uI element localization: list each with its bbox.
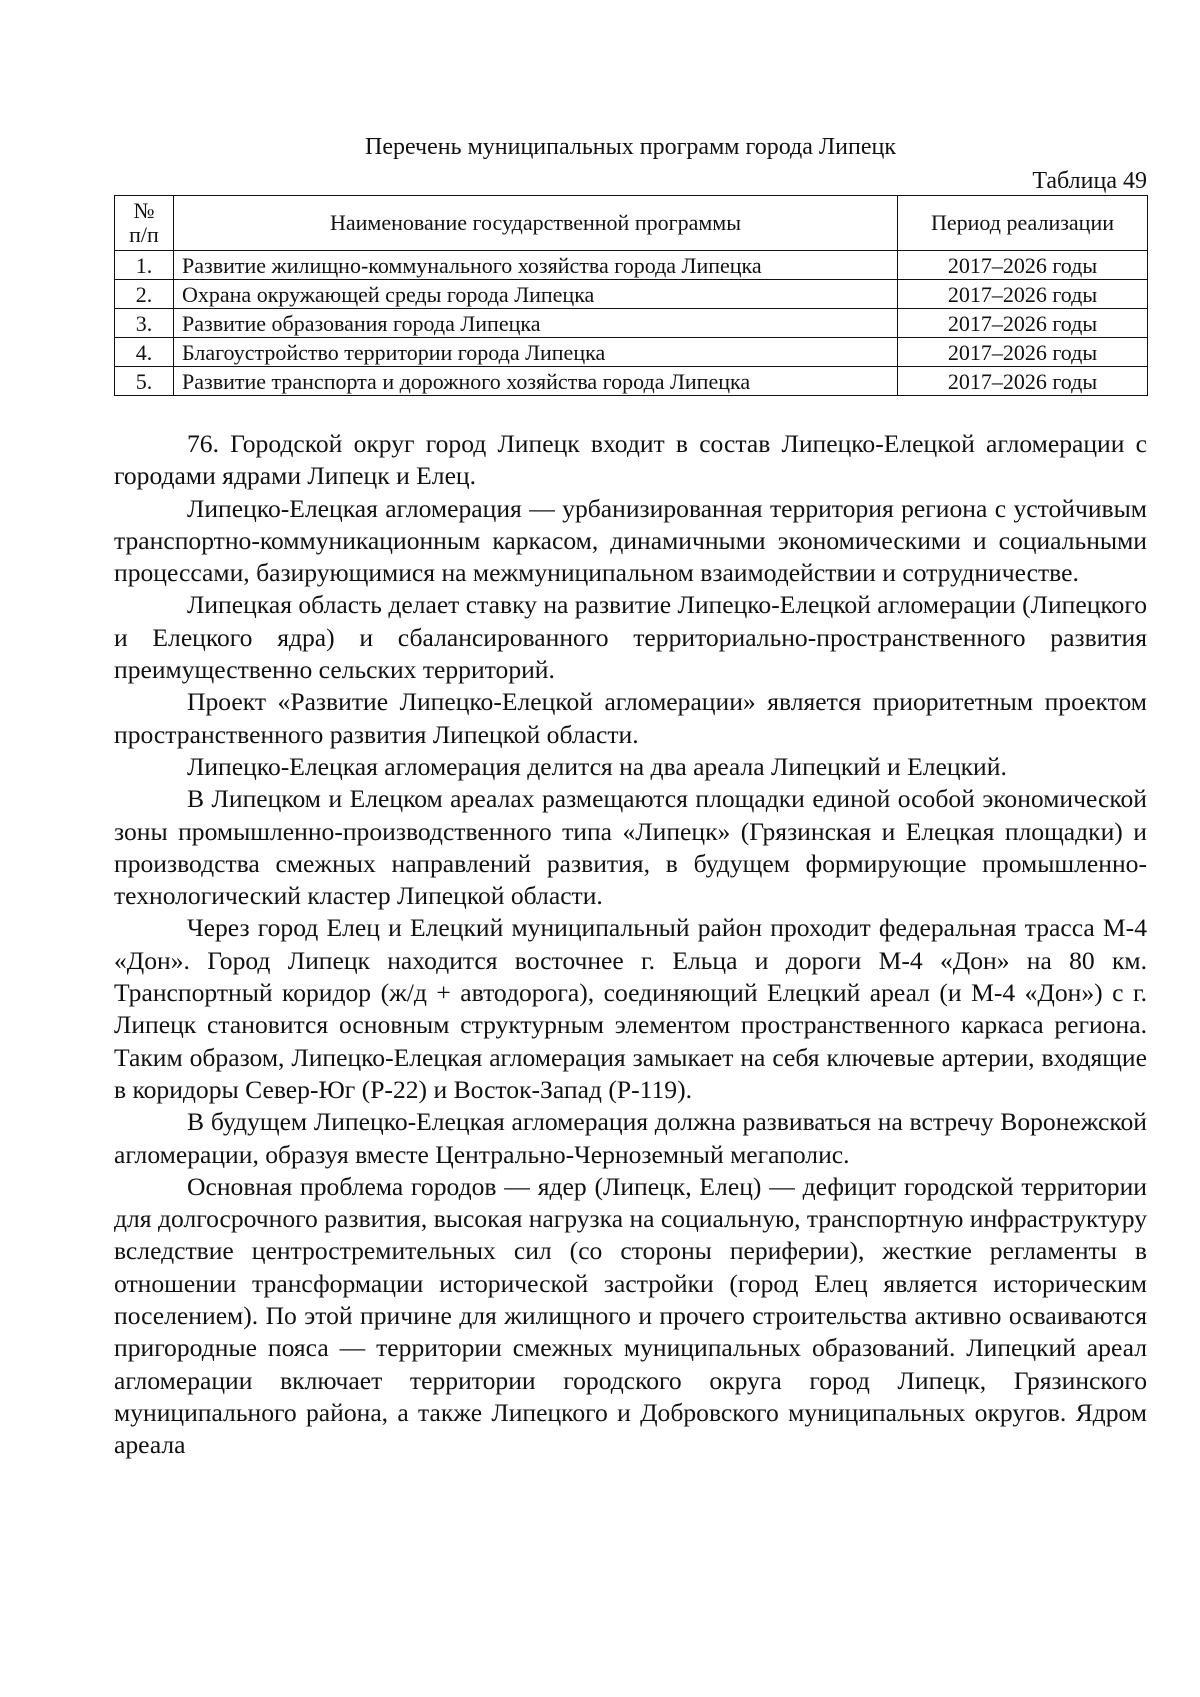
row-period: 2017–2026 годы: [898, 309, 1148, 338]
row-num: 5.: [115, 367, 174, 396]
row-num: 4.: [115, 338, 174, 367]
header-num: № п/п: [115, 196, 174, 251]
programs-table: [114, 195, 1148, 396]
row-name: Развитие жилищно-коммунального хозяйства города Липецка: [174, 251, 898, 280]
body-text: [114, 428, 1147, 1462]
table-title: Перечень муниципальных программ города Липецк: [365, 134, 896, 160]
row-num: 3.: [115, 309, 174, 338]
row-period: 2017–2026 годы: [898, 367, 1148, 396]
table-row: [115, 309, 1148, 338]
paragraph: Липецкая область делает ставку на развитие Липецко-Елецкой агломерации (Липецкого и Елецкого ядра) и сбалансированного территориально-пространственного развития преимущественно сельских территорий.: [114, 590, 1147, 685]
table-row: [115, 280, 1148, 309]
table-header-row: [115, 196, 1148, 251]
row-name: Развитие транспорта и дорожного хозяйства города Липецка: [174, 367, 898, 396]
paragraph: Основная проблема городов — ядер (Липецк, Елец) — дефицит городской территории для долгосрочного развития, высокая нагрузка на социальную, транспортную инфраструктуру вследствие центростремительных сил (со стороны периферии), жесткие регламенты в отношении трансформации исторической застройки (город Елец является историческим поселением). По этой причине для жилищного и прочего строительства активно осваиваются пригородные пояса — территории смежных муниципальных образований. Липецкий ареал агломерации включает территории городского округа город Липецк, Грязинского муниципального района, а также Липецкого и Добровского муниципальных округов. Ядром ареала: [114, 1171, 1148, 1460]
table-row: [115, 367, 1148, 396]
row-period: 2017–2026 годы: [898, 280, 1148, 309]
row-name: Охрана окружающей среды города Липецка: [174, 280, 898, 309]
row-num: 2.: [115, 280, 174, 309]
paragraph: Через город Елец и Елецкий муниципальный район проходит федеральная трасса М-4 «Дон». Город Липецк находится восточнее г. Ельца и дороги М-4 «Дон» на 80 км. Транспортный коридор (ж/д + автодорога), соединяющий Елецкий ареал (и М-4 «Дон») с г. Липецк становится основным структурным элементом пространственного каркаса региона. Таким образом, Липецко-Елецкая агломерация замыкает на себя ключевые артерии, входящие в коридоры Север-Юг (Р-22) и Восток-Запад (Р-119).: [114, 913, 1147, 1104]
row-num: 1.: [115, 251, 174, 280]
table-number: Таблица 49: [1032, 168, 1147, 194]
paragraph: В Липецком и Елецком ареалах размещаются площадки единой особой экономической зоны промышленно-производственного типа «Липецк» (Грязинская и Елецкая площадки) и производства смежных направлений развития, в будущем формирующие промышленно-технологический кластер Липецкой области.: [114, 784, 1147, 911]
paragraph: Проект «Развитие Липецко-Елецкой агломерации» является приоритетным проектом пространственного развития Липецкой области.: [114, 687, 1147, 749]
row-name: Развитие образования города Липецка: [174, 309, 898, 338]
table-row: [115, 251, 1148, 280]
paragraph: В будущем Липецко-Елецкая агломерация должна развиваться на встречу Воронежской агломерации, образуя вместе Центрально-Черноземный мегаполис.: [114, 1107, 1147, 1169]
header-period: Период реализации: [898, 196, 1148, 251]
paragraph: 76. Городской округ город Липецк входит в состав Липецко-Елецкой агломерации с городами ядрами Липецк и Елец.: [114, 429, 1147, 491]
row-name: Благоустройство территории города Липецка: [174, 338, 898, 367]
paragraph: Липецко-Елецкая агломерация — урбанизированная территория региона с устойчивым транспортно-коммуникационным каркасом, динамичными экономическими и социальными процессами, базирующимися на межмуниципальном взаимодействии и сотрудничестве.: [114, 493, 1147, 588]
row-period: 2017–2026 годы: [898, 251, 1148, 280]
table-row: [115, 338, 1148, 367]
paragraph: Липецко-Елецкая агломерация делится на два ареала Липецкий и Елецкий.: [187, 751, 1007, 781]
header-name: Наименование государственной программы: [174, 196, 898, 251]
row-period: 2017–2026 годы: [898, 338, 1148, 367]
